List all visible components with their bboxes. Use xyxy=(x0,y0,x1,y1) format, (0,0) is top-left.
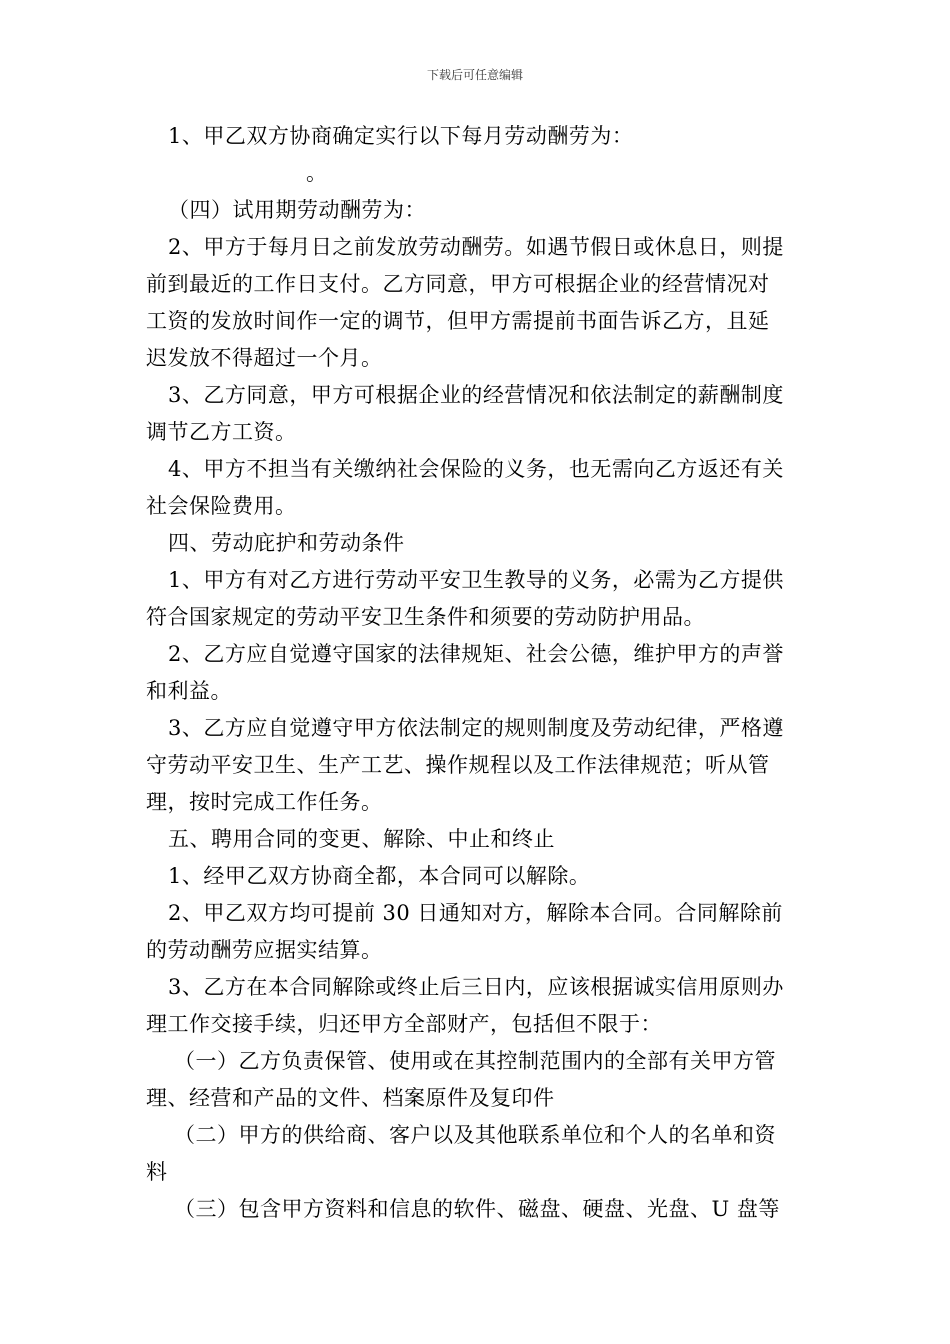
paragraph-line: 2、甲方于每月日之前发放劳动酬劳。如遇节假日或休息日，则提 xyxy=(168,235,784,259)
paragraph-line: 调节乙方工资。 xyxy=(146,420,297,444)
paragraph-line: 迟发放不得超过一个月。 xyxy=(146,346,383,370)
paragraph-line: （二）甲方的供给商、客户以及其他联系单位和个人的名单和资 xyxy=(174,1123,776,1147)
section-heading: 五、聘用合同的变更、解除、中止和终止 xyxy=(168,827,555,851)
paragraph-line: 2、甲乙双方均可提前 30 日通知对方，解除本合同。合同解除前 xyxy=(168,901,783,925)
document-body xyxy=(146,118,808,1228)
paragraph-line: （一）乙方负责保管、使用或在其控制范围内的全部有关甲方管 xyxy=(174,1049,776,1073)
page-header: 下载后可任意编辑 xyxy=(426,68,523,82)
paragraph-line: 2、乙方应自觉遵守国家的法律规矩、社会公德，维护甲方的声誉 xyxy=(168,642,784,666)
paragraph-line: 理，按时完成工作任务。 xyxy=(146,790,383,814)
paragraph-line: 3、乙方应自觉遵守甲方依法制定的规则制度及劳动纪律，严格遵 xyxy=(168,716,784,740)
paragraph-line: 工资的发放时间作一定的调节，但甲方需提前书面告诉乙方，且延 xyxy=(146,309,770,333)
paragraph-line: （三）包含甲方资料和信息的软件、磁盘、硬盘、光盘、U 盘等 xyxy=(174,1197,780,1221)
paragraph-line: （四）试用期劳动酬劳为： xyxy=(168,198,426,222)
paragraph-line: 理工作交接手续，归还甲方全部财产，包括但不限于： xyxy=(146,1012,662,1036)
paragraph-line: 理、经营和产品的文件、档案原件及复印件 xyxy=(146,1086,555,1110)
paragraph-line: 的劳动酬劳应据实结算。 xyxy=(146,938,383,962)
paragraph-line: 1、甲方有对乙方进行劳动平安卫生教导的义务，必需为乙方提供 xyxy=(168,568,784,592)
paragraph-line: 。 xyxy=(306,161,328,185)
paragraph-line: 符合国家规定的劳动平安卫生条件和须要的劳动防护用品。 xyxy=(146,605,705,629)
paragraph-line: 1、甲乙双方协商确定实行以下每月劳动酬劳为： xyxy=(168,124,634,148)
paragraph-line: 料 xyxy=(146,1160,168,1184)
paragraph-line: 前到最近的工作日支付。乙方同意，甲方可根据企业的经营情况对 xyxy=(146,272,770,296)
paragraph-line: 4、甲方不担当有关缴纳社会保险的义务，也无需向乙方返还有关 xyxy=(168,457,784,481)
section-heading: 四、劳动庇护和劳动条件 xyxy=(168,531,405,555)
paragraph-line: 3、乙方在本合同解除或终止后三日内，应该根据诚实信用原则办 xyxy=(168,975,784,999)
paragraph-line: 3、乙方同意，甲方可根据企业的经营情况和依法制定的薪酬制度 xyxy=(168,383,784,407)
paragraph-line: 社会保险费用。 xyxy=(146,494,297,518)
paragraph-line: 1、经甲乙双方协商全都，本合同可以解除。 xyxy=(168,864,591,888)
paragraph-line: 守劳动平安卫生、生产工艺、操作规程以及工作法律规范；听从管 xyxy=(146,753,770,777)
paragraph-line: 和利益。 xyxy=(146,679,232,703)
